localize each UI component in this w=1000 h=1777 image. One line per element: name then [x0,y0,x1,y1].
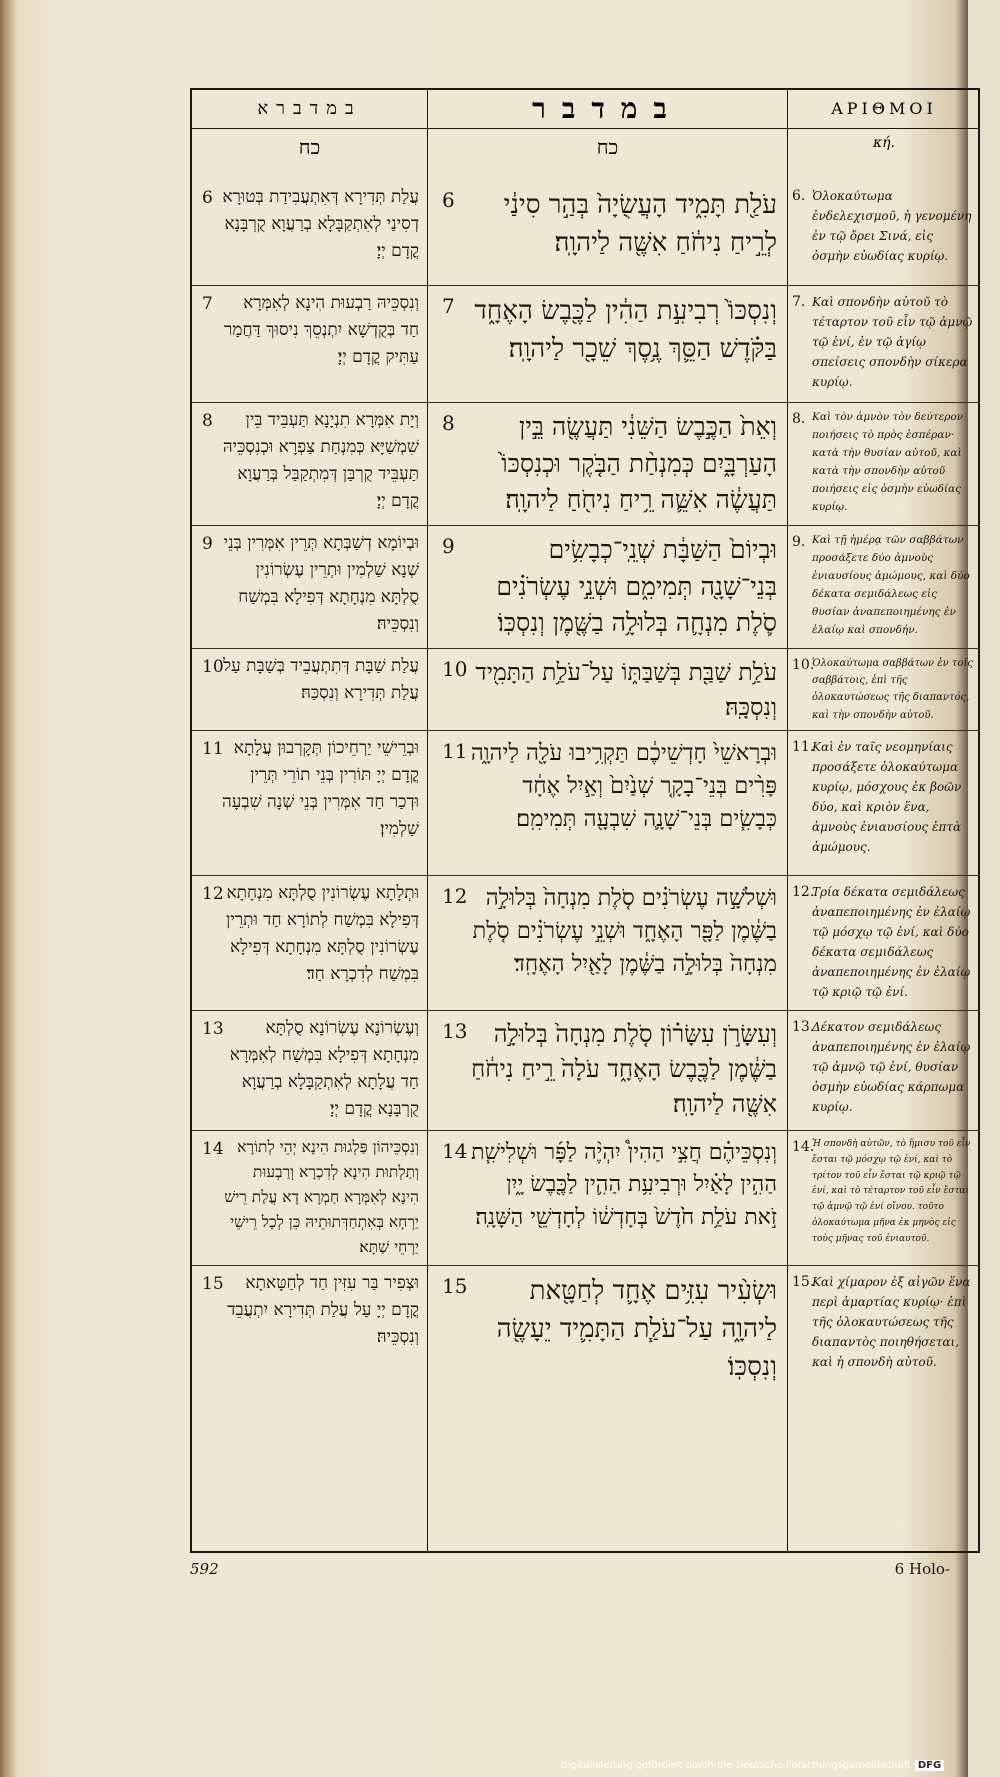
aramaic-verse-text: וְנִסְכֵּיהּ רַבְעוּת הִינָא לְאִמְּרָא חַד בְּקֻדְשָׁא יִתְנְסֵךְ נִיסוּךְ דַּחֲמַר עַתִּיק קֳדָם יְיָ׃ [224,293,419,367]
hebrew-verse [428,1265,787,1555]
hebrew-verse-text: וְאֵת֙ הַכֶּ֣בֶשׂ הַשֵּׁנִ֔י תַּעֲשֶׂ֖ה בֵּ֣ין הָעַרְבָּ֑יִם כְּמִנְחַ֨ת הַבֹּ֤קֶר וּכְנִסְכּוֹ֙ תַּעֲשֶׂ֔ה אִשֵּׁ֛ה רֵ֥יחַ נִיחֹ֖חַ לַיהוָֽה׃ [501,412,777,515]
hebrew-verse-text: וְעִשָּׂרֹ֣ן עִשָּׂר֗וֹן סֹ֤לֶת מִנְחָה֙ בְּלוּלָ֣ה בַשֶּׁ֔מֶן לַכֶּ֖בֶשׂ הָאֶחָ֑ד עֹלָה֙ רֵ֣יחַ נִיחֹ֔חַ אִשֶּׁ֖ה לַיהוָֽה׃ [471,1020,777,1119]
hebrew-verse [428,285,787,402]
aramaic-column [192,90,428,1551]
aramaic-verse-text: עֲלַת שַׁבָּת דְּתִתְעֲבֵיד בְּשַׁבָּת עַל עֲלַת תְּדִירָא וְנִסְכַּהּ׃ [223,656,419,703]
aramaic-verse [192,730,427,875]
hebrew-verse [428,1130,787,1265]
greek-verse-number: 7. [792,294,806,310]
aramaic-verse-number: 7 [202,294,213,314]
greek-column-header: ΑΡΙΘΜΟΙ [788,90,980,129]
greek-verse [788,285,980,402]
aramaic-verse-text: וְעֶשְׂרוֹנָא עֶשְׂרוֹנָא סֻלְתָּא מִנְחָתָא דְּפִילָא בִּמְשַׁח לְאִמְּרָא חַד עֲלָתָא לְאִתְקַבָּלָא בְרַעֲוָא קֻרְבָּנָא קֳדָם יְיָ׃ [229,1018,419,1119]
aramaic-verse-number: 12 [202,884,224,904]
aramaic-verse-number: 11 [202,739,224,759]
greek-verse-number: 9. [792,534,806,550]
aramaic-chapter-number: כח [298,135,321,159]
greek-verse [788,730,980,875]
greek-verse [788,402,980,525]
aramaic-verse-number: 6 [202,188,213,208]
aramaic-verse [192,1130,427,1265]
page-number: 592 [190,1560,219,1578]
greek-verse [788,648,980,730]
greek-verse [788,1265,980,1555]
aramaic-verse-number: 9 [202,534,213,554]
hebrew-verse-number: 15 [442,1274,468,1298]
hebrew-verse [428,1010,787,1130]
greek-verse-number: 12. [792,884,815,900]
greek-verse-number: 6. [792,188,806,204]
catchword: 6 Holo- [894,1560,950,1578]
greek-verse [788,875,980,1010]
hebrew-verse [428,875,787,1010]
greek-verse-text: Ἡ σπονδὴ αὐτῶν, τὸ ἥμισυ τοῦ εἶν ἔσται τῷ μόσχῳ τῷ ἑνί, καὶ τὸ τρίτον τοῦ εἶν ἔσται τῷ κριῷ τῷ ἑνί, καὶ τὸ τέταρτον τοῦ εἶν ἔσται τῷ ἀμνῷ τῷ ἑνί οἴνου. τοῦτο ὁλοκαύτωμα μῆνα ἐκ μηνὸς εἰς τοὺς μῆνας τοῦ ἐνιαυτοῦ. [812,1139,971,1244]
aramaic-verse [192,525,427,648]
aramaic-verse-text: עֲלַת תְּדִירָא דְּאִתְעֲבִידַת בְּטוּרָא דְסִינַי לְאִתְקַבָּלָא בְרַעֲוָא קֻרְבָּנָא קֳדָם יְיָ׃ [222,187,419,261]
greek-verse-text: Καὶ χίμαρον ἐξ αἰγῶν ἕνα περὶ ἁμαρτίας κυρίῳ· ἐπὶ τῆς ὁλοκαυτώσεως τῆς διαπαντὸς ποιηθήσεται, καὶ ἡ σπονδὴ αὐτοῦ. [812,1275,971,1369]
hebrew-verse-number: 8 [442,411,455,435]
hebrew-verse [428,730,787,875]
greek-verse-number: 15. [792,1274,815,1290]
aramaic-verse-text: וּבְרֵישֵׁי יַרְחֵיכוֹן תְּקָרְבוּן עֲלָתָא קֳדָם יְיָ תּוֹרִין בְּנֵי תוֹרֵי תְּרֵין וּדְכַר חַד אִמְּרִין בְּנֵי שְׁנָה שִׁבְעָה שַׁלְמִין׃ [221,738,419,839]
aramaic-verse [192,285,427,402]
hebrew-verse-number: 14 [442,1139,468,1163]
hebrew-verse-number: 6 [442,188,455,212]
greek-verse-text: Καὶ τῇ ἡμέρᾳ τῶν σαββάτων προσάξετε δύο ἀμνοὺς ἐνιαυσίους ἀμώμους, καὶ δύο δέκατα σεμιδάλεως εἰς θυσίαν ἀναπεποιημένης ἐν ἐλαίῳ καὶ σπονδήν. [812,534,970,636]
greek-verse [788,1130,980,1265]
greek-verse-text: Καὶ τὸν ἀμνὸν τὸν δεύτερον ποιήσεις τὸ πρὸς ἑσπέραν· κατὰ τὴν θυσίαν αὐτοῦ, καὶ κατὰ τὴν σπονδὴν αὐτοῦ ποιήσεις εἰς ὀσμὴν εὐωδίας κυρίῳ. [812,411,964,513]
aramaic-verse-number: 14 [202,1139,224,1159]
hebrew-verse [428,402,787,525]
greek-verse-number: 11. [792,739,815,755]
hebrew-column [428,90,788,1551]
polyglot-page [190,88,980,1553]
greek-chapter-number: κή. [872,135,896,151]
aramaic-verse [192,180,427,285]
hebrew-verse-text: עֹלַ֖ת תָּמִ֑יד הָעֲשֻׂיָה֙ בְּהַ֣ר סִינַ֔י לְרֵ֣יחַ נִיחֹ֔חַ אִשֶּׁ֖ה לַיהוָֽה׃ [503,190,777,258]
greek-verse-text: Καὶ σπονδὴν αὐτοῦ τὸ τέταρτον τοῦ εἶν τῷ ἀμνῷ τῷ ἑνί, ἐν τῷ ἁγίῳ σπείσεις σπονδὴν σίκερα κυρίῳ. [812,295,973,389]
aramaic-verse [192,1265,427,1555]
greek-verse [788,1010,980,1130]
hebrew-verse-text: עֹלַ֥ת שַׁבַּ֖ת בְּשַׁבַּתּ֑וֹ עַל־עֹלַ֥ת הַתָּמִ֖יד וְנִסְכָּֽהּ׃ [475,658,777,721]
hebrew-verse-text: וּבְרָאשֵׁי֙ חָדְשֵׁיכֶ֔ם תַּקְרִ֥יבוּ עֹלָ֖ה לַיהוָ֑ה פָּרִ֨ים בְּנֵי־בָקָ֤ר שְׁנַ֙יִם֙ וְאַ֣יִל אֶחָ֔ד כְּבָשִׂ֧ים בְּנֵי־שָׁנָ֛ה שִׁבְעָ֖ה תְּמִימִֽם׃ [470,740,777,833]
hebrew-verse-text: וּשְׁלֹשָׁ֣ה עֶשְׂרֹנִ֗ים סֹ֤לֶת מִנְחָה֙ בְּלוּלָ֣ה בַשֶּׁ֔מֶן לַפָּ֖ר הָאֶחָ֑ד וּשְׁנֵ֣י עֶשְׂרֹנִ֗ים סֹ֤לֶת מִנְחָה֙ בְּלוּלָ֣ה בַשֶּׁ֔מֶן לָאַ֖יִל הָאֶחָֽד׃ [472,885,777,978]
hebrew-chapter-number: כח [596,135,619,159]
hebrew-verse-number: 7 [442,294,455,318]
greek-verse [788,525,980,648]
aramaic-verse-text: וְנִסְכֵּיהוֹן פַּלְגוּת הִינָא יְהֵי לְתוֹרָא וְתַלְתוּת הִינָא לְדִכְרָא וְרַבְעוּת הִינָא לְאִמְּרָא חַמְרָא דָא עֲלַת רֵישׁ יַרְחָא בְּאִתְחַדְּתוּתֵיהּ כֵּן לְכָל רֵישֵׁי יַרְחֵי שַׁתָּא׃ [224,1138,419,1256]
greek-verse-number: 13. [792,1019,815,1035]
aramaic-column-header: במדברא [192,90,427,129]
greek-verse-text: Δέκατον σεμιδάλεως ἀναπεποιημένης ἐν ἐλαίῳ τῷ ἀμνῷ τῷ ἑνί, θυσίαν ὀσμὴν εὐωδίας κάρπωμα κυρίῳ. [812,1020,971,1114]
greek-verse-number: 8. [792,411,806,427]
greek-verse-number: 14. [792,1139,815,1155]
hebrew-verse [428,180,787,285]
greek-verse-number: 10. [792,657,815,673]
aramaic-verse [192,402,427,525]
page-footer [190,1560,980,1588]
aramaic-verse-number: 8 [202,411,213,431]
aramaic-verse-number: 15 [202,1274,224,1294]
aramaic-verse [192,1010,427,1130]
greek-verse [788,180,980,285]
hebrew-verse [428,525,787,648]
hebrew-verse-number: 12 [442,884,468,908]
hebrew-verse-text: וּבְיוֹם֙ הַשַּׁבָּ֔ת שְׁנֵֽי־כְבָשִׂ֥ים בְּנֵי־שָׁנָ֖ה תְּמִימִ֑ם וּשְׁנֵ֣י עֶשְׂרֹנִ֗ים סֹ֛לֶת מִנְחָ֛ה בְּלוּלָ֥ה בַשֶּׁ֖מֶן וְנִסְכּֽוֹ׃ [496,535,777,638]
aramaic-verse-text: וּתְלָתָא עֶשְׂרוֹנִין סֻלְתָּא מִנְחָתָא דְּפִילָא בִּמְשַׁח לְתוֹרָא חַד וּתְרֵין עֶשְׂרוֹנִין סֻלְתָּא מִנְחָתָא דְּפִילָא בִּמְשַׁח לְדִכְרָא חַד׃ [226,883,419,984]
hebrew-verse-number: 10 [442,657,468,681]
greek-verse-text: Καὶ ἐν ταῖς νεομηνίαις προσάξετε ὁλοκαύτωμα κυρίῳ, μόσχους ἐκ βοῶν δύο, καὶ κριὸν ἕνα, ἀμνοὺς ἐνιαυσίους ἑπτὰ ἀμώμους. [812,740,962,854]
hebrew-verse-number: 9 [442,534,455,558]
aramaic-verse-number: 10 [202,657,224,677]
greek-verse-text: Ὁλοκαύτωμα ἐνδελεχισμοῦ, ἡ γενομένη ἐν τῷ ὄρει Σινά, εἰς ὀσμὴν εὐωδίας κυρίῳ. [812,189,972,263]
digitization-credit: Digitalisierung gefördert durch die Deutsche Forschungsgemeinschaft DFG [560,1760,944,1771]
greek-verse-text: Τρία δέκατα σεμιδάλεως ἀναπεποιημένης ἐν ἐλαίῳ τῷ μόσχῳ τῷ ἑνί, καὶ δύο δέκατα σεμιδάλεως ἀναπεποιημένης ἐν ἐλαίῳ τῷ κριῷ τῷ ἑνί. [812,885,971,999]
hebrew-verse-text: וְנִסְכּוֹ֙ רְבִיעִ֣ת הַהִ֔ין לַכֶּ֖בֶשׂ הָאֶחָ֑ד בַּקֹּ֗דֶשׁ הַסֵּ֛ךְ נֶ֥סֶךְ שֵׁכָ֖ר לַיהוָֽה׃ [474,296,777,364]
hebrew-verse [428,648,787,730]
aramaic-verse-number: 13 [202,1019,224,1039]
aramaic-verse-text: וְיָת אִמְּרָא תִנְיָנָא תַּעְבֵּיד בֵּין שִׁמְשַׁיָּא כְּמִנְחַת צַפְרָא וּכְנִסְכֵּיהּ תַּעְבֵּיד קֻרְבַּן דְּמִתְקַבַּל בְּרַעֲוָא קֳדָם יְיָ׃ [222,410,419,511]
hebrew-verse-text: וְנִסְכֵּיהֶ֗ם חֲצִ֣י הַהִין֩ יִהְיֶ֨ה לַפָּ֜ר וּשְׁלִישִׁ֧ת הַהִ֣ין לָאַ֗יִל וּרְבִיעִ֥ת הַהִ֛ין לַכֶּ֖בֶשׂ יָ֑יִן זֹ֣את עֹלַ֥ת חֹ֙דֶשׁ֙ בְּחָדְשׁ֔וֹ לְחָדְשֵׁ֖י הַשָּׁנָֽה׃ [471,1140,777,1230]
greek-verse-text: Ὁλοκαύτωμα σαββάτων ἐν τοῖς σαββάτοις, ἐπὶ τῆς ὁλοκαυτώσεως τῆς διαπαντός, καὶ τὴν σπονδὴν αὐτοῦ. [812,658,973,721]
hebrew-verse-text: וּשְׂעִ֨יר עִזִּ֥ים אֶחָ֛ד לְחַטָּ֖את לַיהוָ֑ה עַל־עֹלַ֧ת הַתָּמִ֛יד יֵעָשֶׂ֖ה וְנִסְכּֽוֹ׃ [496,1276,777,1382]
hebrew-column-header: במדבר [428,90,787,129]
aramaic-verse [192,648,427,730]
hebrew-verse-number: 11 [442,739,468,763]
hebrew-verse-number: 13 [442,1019,468,1043]
greek-column [788,90,980,1551]
dfg-logo: DFG [915,1760,944,1771]
aramaic-verse-text: וּצְפִיר בַּר עִזִּין חַד לְחַטָּאתָא קֳדָם יְיָ עַל עֲלַת תְּדִירָא יִתְעֲבֵד וְנִסְכֵּיהּ׃ [227,1273,419,1347]
aramaic-verse [192,875,427,1010]
aramaic-verse-text: וּבְיוֹמָא דְשַׁבְּתָא תְּרֵין אִמְּרִין בְּנֵי שְׁנָא שַׁלְמִין וּתְרֵין עֶשְׂרוֹנִין סֻלְתָּא מִנְחָתָא דְּפִילָא בִּמְשַׁח וְנִסְכֵּיהּ׃ [223,533,419,634]
